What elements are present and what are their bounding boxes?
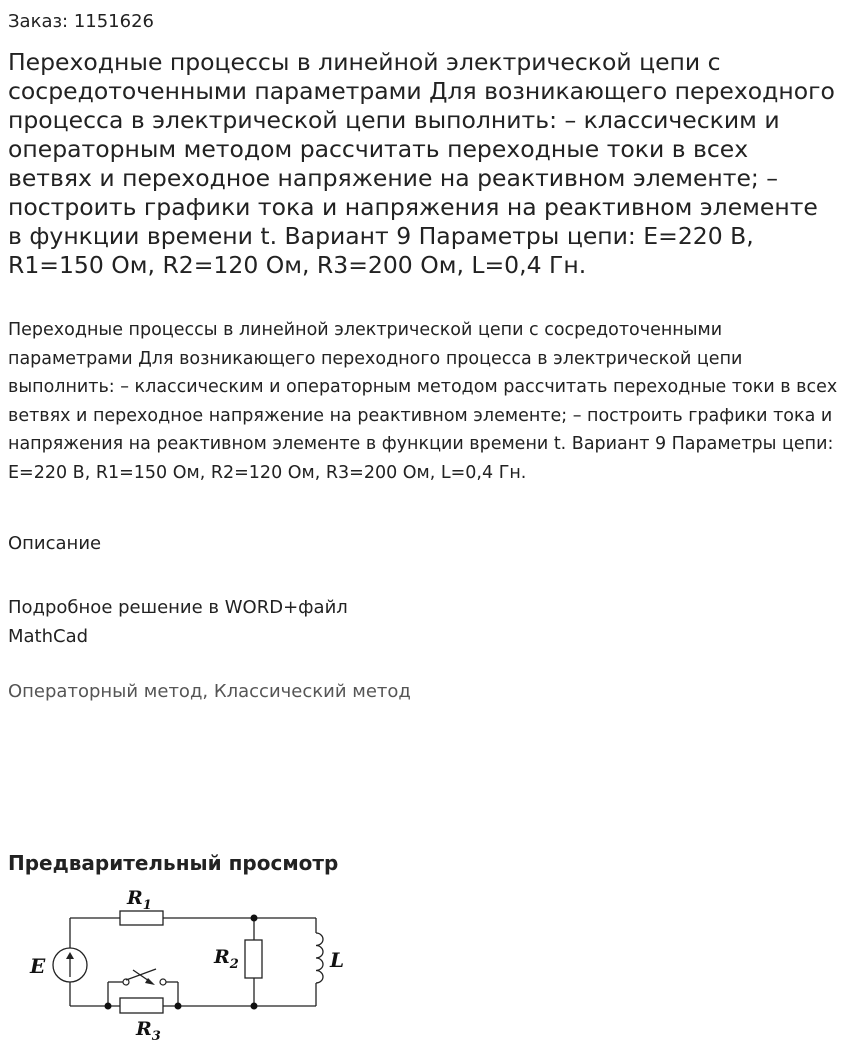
voltage-source-e (53, 948, 87, 982)
description-heading: Описание (8, 533, 102, 554)
circuit-diagram[interactable] (20, 880, 360, 1050)
inductor-l (316, 933, 323, 983)
label-r3: $R_3$ (136, 1018, 161, 1044)
resistor-r3 (120, 998, 163, 1013)
tag-classic-method[interactable]: Классический метод (213, 681, 411, 702)
preview-heading: Предварительный просмотр (8, 851, 339, 875)
page-title: Переходные процессы в линейной электрической цепи с сосредоточенными параметрами Для возникающего переходного процесса в электрической цепи выполнить: – классическим и операторным методом рассчитать переходные токи в всех ветвях и переходное напряжение на реактивном элементе; – построить графики тока и напряжения на реактивном элементе в функции времени t. Вариант 9 Параметры цепи: E=220 В, R1=150 Ом, R2=120 Ом, R3=200 Ом, L=0,4 Гн. (8, 48, 835, 279)
resistor-r2 (245, 940, 262, 978)
circuit-wires (70, 918, 316, 1006)
label-l: L (330, 948, 345, 972)
resistor-r1 (120, 911, 163, 925)
tag-list (8, 680, 411, 704)
solution-line-1: Подробное решение в WORD+файл (8, 597, 348, 618)
label-r1: $R_1$ (127, 887, 152, 913)
label-e: E (30, 954, 46, 978)
order-number: Заказ: 1151626 (8, 11, 154, 32)
solution-info (8, 594, 508, 651)
tag-separator: , (202, 681, 214, 702)
tag-operator-method[interactable]: Операторный метод (8, 681, 203, 702)
label-r2: $R_2$ (214, 946, 239, 972)
description-text: Переходные процессы в линейной электрической цепи с сосредоточенными параметрами Для возникающего переходного процесса в электрической цепи выполнить: – классическим и операторным методом рассчитать переходные токи в всех ветвях и переходное напряжение на реактивном элементе; – построить графики тока и напряжения на реактивном элементе в функции времени t. Вариант 9 Параметры цепи: E=220 В, R1=150 Ом, R2=120 Ом, R3=200 Ом, L=0,4 Гн. (8, 320, 838, 483)
solution-line-2: MathCad (8, 625, 89, 647)
switch (123, 969, 166, 985)
